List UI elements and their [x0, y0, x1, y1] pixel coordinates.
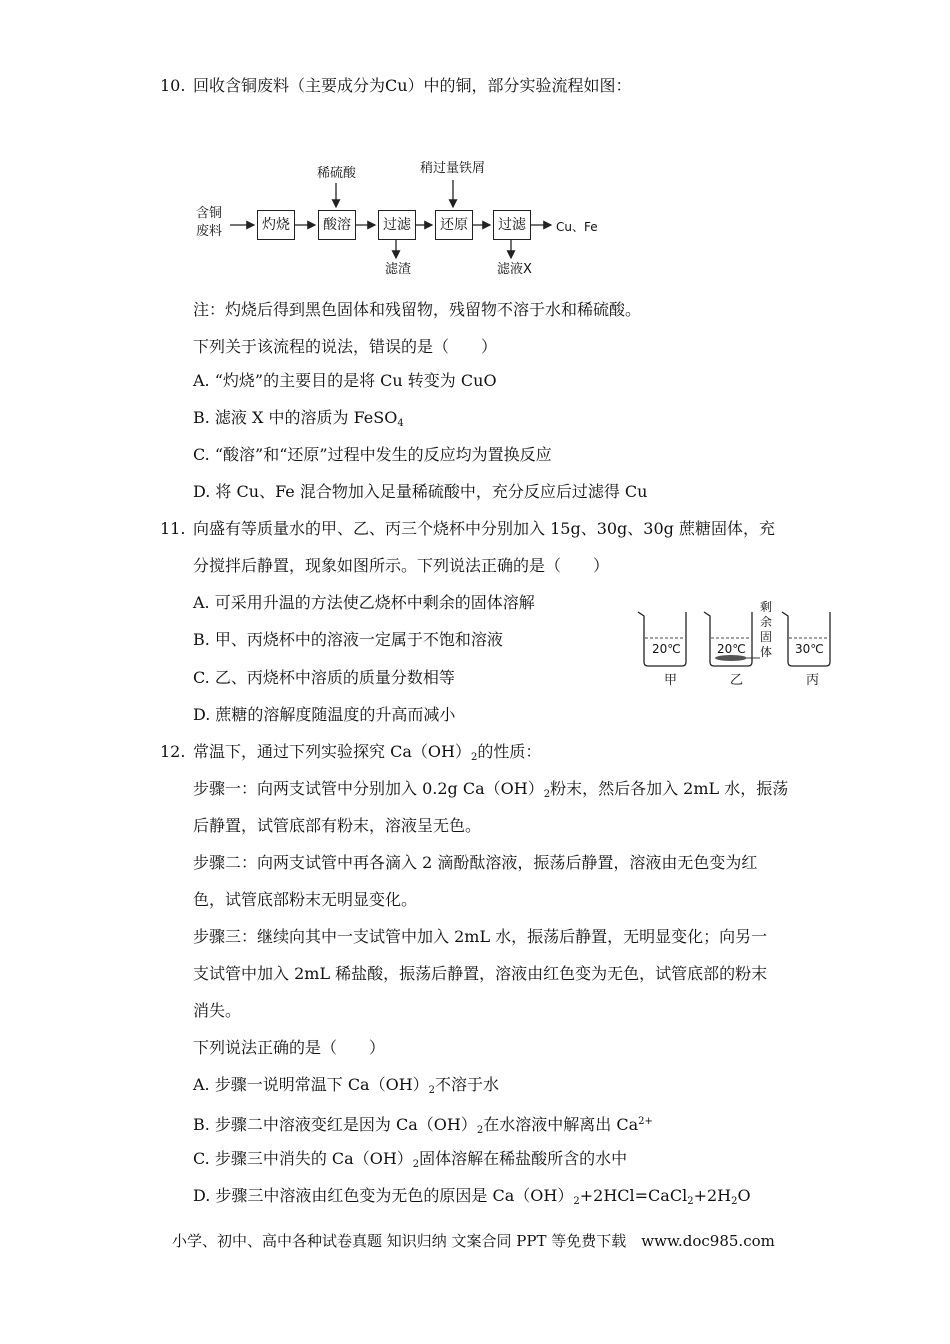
- flow-reagent-dilute-h2so4: 稀硫酸: [317, 166, 357, 181]
- beaker-bing-name: 丙: [806, 673, 820, 688]
- residue-label-4: 体: [760, 645, 773, 659]
- beaker-bing-temp: 30℃: [795, 642, 824, 656]
- q12-step2-line1: 步骤二：向两支试管中再各滴入 2 滴酚酞溶液，振荡后静置，溶液由无色变为红: [193, 853, 758, 872]
- q11-option-c: C. 乙、丙烧杯中溶质的质量分数相等: [193, 668, 455, 687]
- flow-step-roast: 灼烧: [257, 210, 295, 240]
- q12-ask: 下列说法正确的是（ ）: [193, 1038, 386, 1057]
- q12-step2-line2: 色，试管底部粉末无明显变化。: [193, 890, 418, 909]
- q12-step3-line2: 支试管中加入 2mL 稀盐酸，振荡后静置，溶液由红色变为无色，试管底部的粉末: [193, 964, 768, 983]
- q12-step3-line1: 步骤三：继续向其中一支试管中加入 2mL 水，振荡后静置，无明显变化；向另一: [193, 927, 768, 946]
- q11-option-d: D. 蔗糖的溶解度随温度的升高而减小: [193, 705, 456, 724]
- q10-stem: 回收含铜废料（主要成分为Cu）中的铜，部分实验流程如图：: [193, 76, 632, 95]
- beaker-jia-temp: 20℃: [652, 642, 681, 656]
- q11-stem-line1: 向盛有等质量水的甲、乙、丙三个烧杯中分别加入 15g、30g、30g 蔗糖固体，充: [193, 519, 775, 538]
- q12-step3-line3: 消失。: [193, 1001, 242, 1020]
- q12-option-b: B. 步骤二中溶液变红是因为 $Ca(OH)_2$在水溶液中解离出 $Ca^{2+}$: [193, 1115, 653, 1136]
- beaker-bing: [782, 612, 830, 666]
- page-footer: 小学、初中、高中各种试卷真题 知识归纳 文案合同 PPT 等免费下载 www.doc985.com: [172, 1232, 775, 1250]
- q12-option-c: C. 步骤三中消失的 $Ca(OH)_2$固体溶解在稀盐酸所含的水中: [193, 1149, 628, 1170]
- flow-input-line2: 废料: [196, 224, 223, 239]
- q11-option-b: B. 甲、丙烧杯中的溶液一定属于不饱和溶液: [193, 630, 503, 649]
- flow-product: Cu、Fe: [556, 220, 598, 234]
- flow-input-line1: 含铜: [196, 206, 223, 221]
- q11-stem-line2: 分搅拌后静置，现象如图所示。下列说法正确的是（ ）: [193, 556, 610, 575]
- flow-reagent-iron: 稍过量铁屑: [420, 161, 486, 176]
- residue-label-3: 固: [760, 630, 773, 644]
- flow-step-filter-1: 过滤: [378, 210, 416, 240]
- beaker-yi-name: 乙: [730, 673, 744, 688]
- residue-label-1: 剩: [760, 600, 773, 614]
- q12-number: 12.: [160, 742, 186, 761]
- flow-step-reduce: 还原: [435, 210, 473, 240]
- residue-label-2: 余: [760, 615, 773, 629]
- q10-number: 10.: [160, 76, 186, 95]
- q12-option-a: A. 步骤一说明常温下 $Ca(OH)_2$不溶于水: [193, 1075, 500, 1096]
- beaker-jia: [638, 612, 686, 666]
- q10-option-b: B. 滤液 X 中的溶质为 FeSO$_4$: [193, 408, 404, 429]
- q12-step1-line1: 步骤一：向两支试管中分别加入 0.2g $Ca(OH)_2$粉末，然后各加入 2mL 水，振荡: [193, 779, 789, 800]
- q10-option-a: A. “灼烧”的主要目的是将 Cu 转变为 CuO: [193, 371, 497, 390]
- q10-option-c: C. “酸溶”和“还原”过程中发生的反应均为置换反应: [193, 445, 552, 464]
- beaker-yi-temp: 20℃: [717, 642, 746, 656]
- q11-option-a: A. 可采用升温的方法使乙烧杯中剩余的固体溶解: [193, 593, 535, 612]
- flow-arrows: [0, 0, 950, 300]
- q10-note: 注：灼烧后得到黑色固体和残留物，残留物不溶于水和稀硫酸。: [193, 300, 642, 319]
- q12-step1-line2: 后静置，试管底部有粉末，溶液呈无色。: [193, 816, 482, 835]
- q12-stem: 常温下，通过下列实验探究 $Ca(OH)_2$的性质：: [193, 742, 542, 763]
- beaker-jia-name: 甲: [664, 673, 678, 688]
- flow-output-residue: 滤渣: [385, 262, 412, 277]
- flow-output-filtrate-x: 滤液X: [497, 262, 532, 277]
- flow-step-acid-dissolve: 酸溶: [318, 210, 356, 240]
- q12-option-d: D. 步骤三中溶液由红色变为无色的原因是 $Ca(OH)_2+2HCl=CaCl_2+2H_2O$: [193, 1186, 751, 1207]
- q10-ask: 下列关于该流程的说法，错误的是（ ）: [193, 337, 498, 356]
- flow-step-filter-2: 过滤: [493, 210, 531, 240]
- q11-number: 11.: [160, 519, 186, 538]
- q10-option-d: D. 将 Cu、Fe 混合物加入足量稀硫酸中，充分反应后过滤得 Cu: [193, 482, 648, 501]
